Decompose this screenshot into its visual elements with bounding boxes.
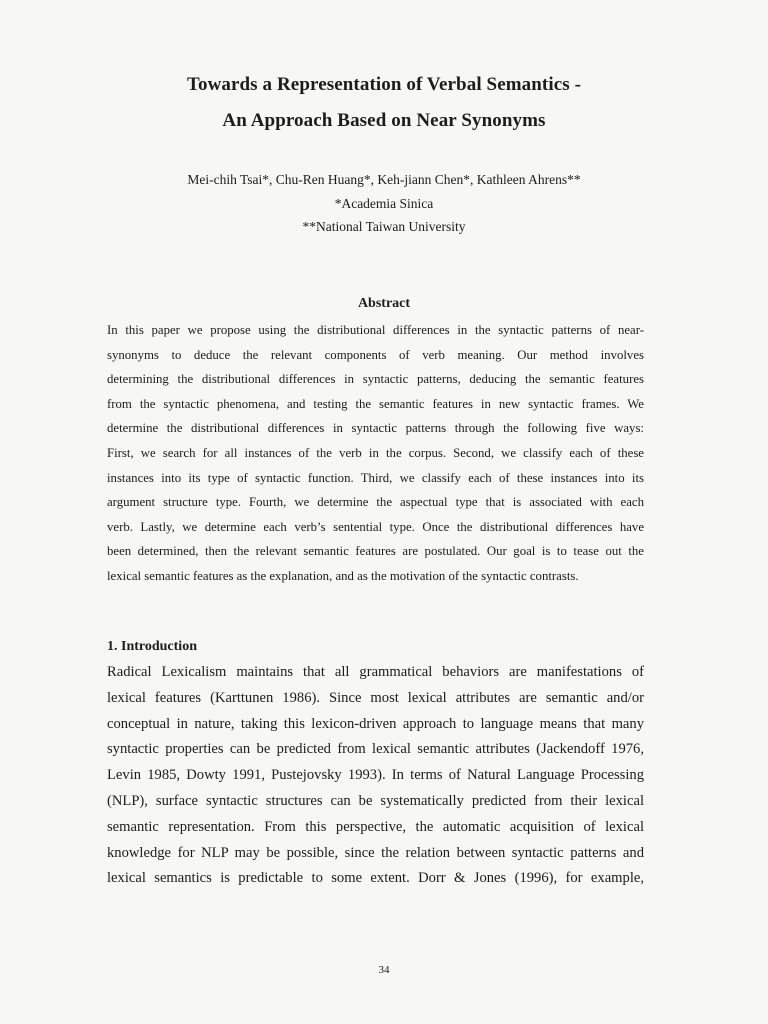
body-line: lexical features (Karttunen 1986). Since most lexical attributes are semantic and/or	[107, 689, 644, 706]
abstract-line: synonyms to deduce the relevant components of verb meaning. Our method involves	[107, 347, 644, 362]
body-line: Levin 1985, Dowty 1991, Pustejovsky 1993). In terms of Natural Language Processing	[107, 767, 644, 784]
section-heading-introduction: 1. Introduction	[107, 639, 197, 654]
affiliation-2: **National Taiwan University	[302, 219, 466, 234]
paper-title-line-1: Towards a Representation of Verbal Semantics -	[186, 74, 582, 95]
body-line: conceptual in nature, taking this lexicon-driven approach to language means that many	[107, 715, 644, 732]
abstract-line: verb. Lastly, we determine each verb’s sentential type. Once the distributional differences have	[107, 519, 644, 534]
abstract-line: In this paper we propose using the distributional differences in the syntactic patterns of near-	[107, 323, 644, 337]
abstract-line: First, we search for all instances of the verb in the corpus. Second, we classify each of these	[107, 445, 644, 460]
body-line: semantic representation. From this perspective, the automatic acquisition of lexical	[107, 818, 644, 835]
abstract-line: been determined, then the relevant semantic features are postulated. Our goal is to tease out the	[107, 544, 644, 559]
paper-title-line-2: An Approach Based on Near Synonyms	[222, 110, 546, 131]
body-line: lexical semantics is predictable to some extent. Dorr & Jones (1996), for example,	[107, 870, 644, 887]
abstract-line: instances into its type of syntactic function. Third, we classify each of these instances into its	[107, 470, 644, 485]
authors: Mei-chih Tsai*, Chu-Ren Huang*, Keh-jiann Chen*, Kathleen Ahrens**	[187, 172, 581, 187]
body-line: syntactic properties can be predicted from lexical semantic attributes (Jackendoff 1976,	[107, 741, 644, 758]
abstract-line: determine the distributional differences in syntactic patterns through the following five ways:	[107, 421, 644, 436]
body-line: (NLP), surface syntactic structures can be systematically predicted from their lexical	[107, 792, 644, 809]
abstract-line: determining the distributional differences in syntactic patterns, deducing the semantic features	[107, 372, 644, 387]
abstract-heading: Abstract	[357, 296, 411, 311]
abstract-line: lexical semantic features as the explanation, and as the motivation of the syntactic contrasts.	[107, 568, 579, 583]
introduction-body	[107, 660, 644, 892]
body-line: Radical Lexicalism maintains that all grammatical behaviors are manifestations of	[107, 664, 644, 680]
abstract-line: from the syntactic phenomena, and testing the semantic features in new syntactic frames. We	[107, 396, 644, 411]
abstract-body	[107, 318, 644, 589]
abstract-line: argument structure type. Fourth, we determine the aspectual type that is associated with each	[107, 495, 644, 510]
affiliation-1: *Academia Sinica	[334, 196, 434, 211]
page-number: 34	[378, 964, 390, 976]
body-line: knowledge for NLP may be possible, since the relation between syntactic patterns and	[107, 844, 644, 861]
